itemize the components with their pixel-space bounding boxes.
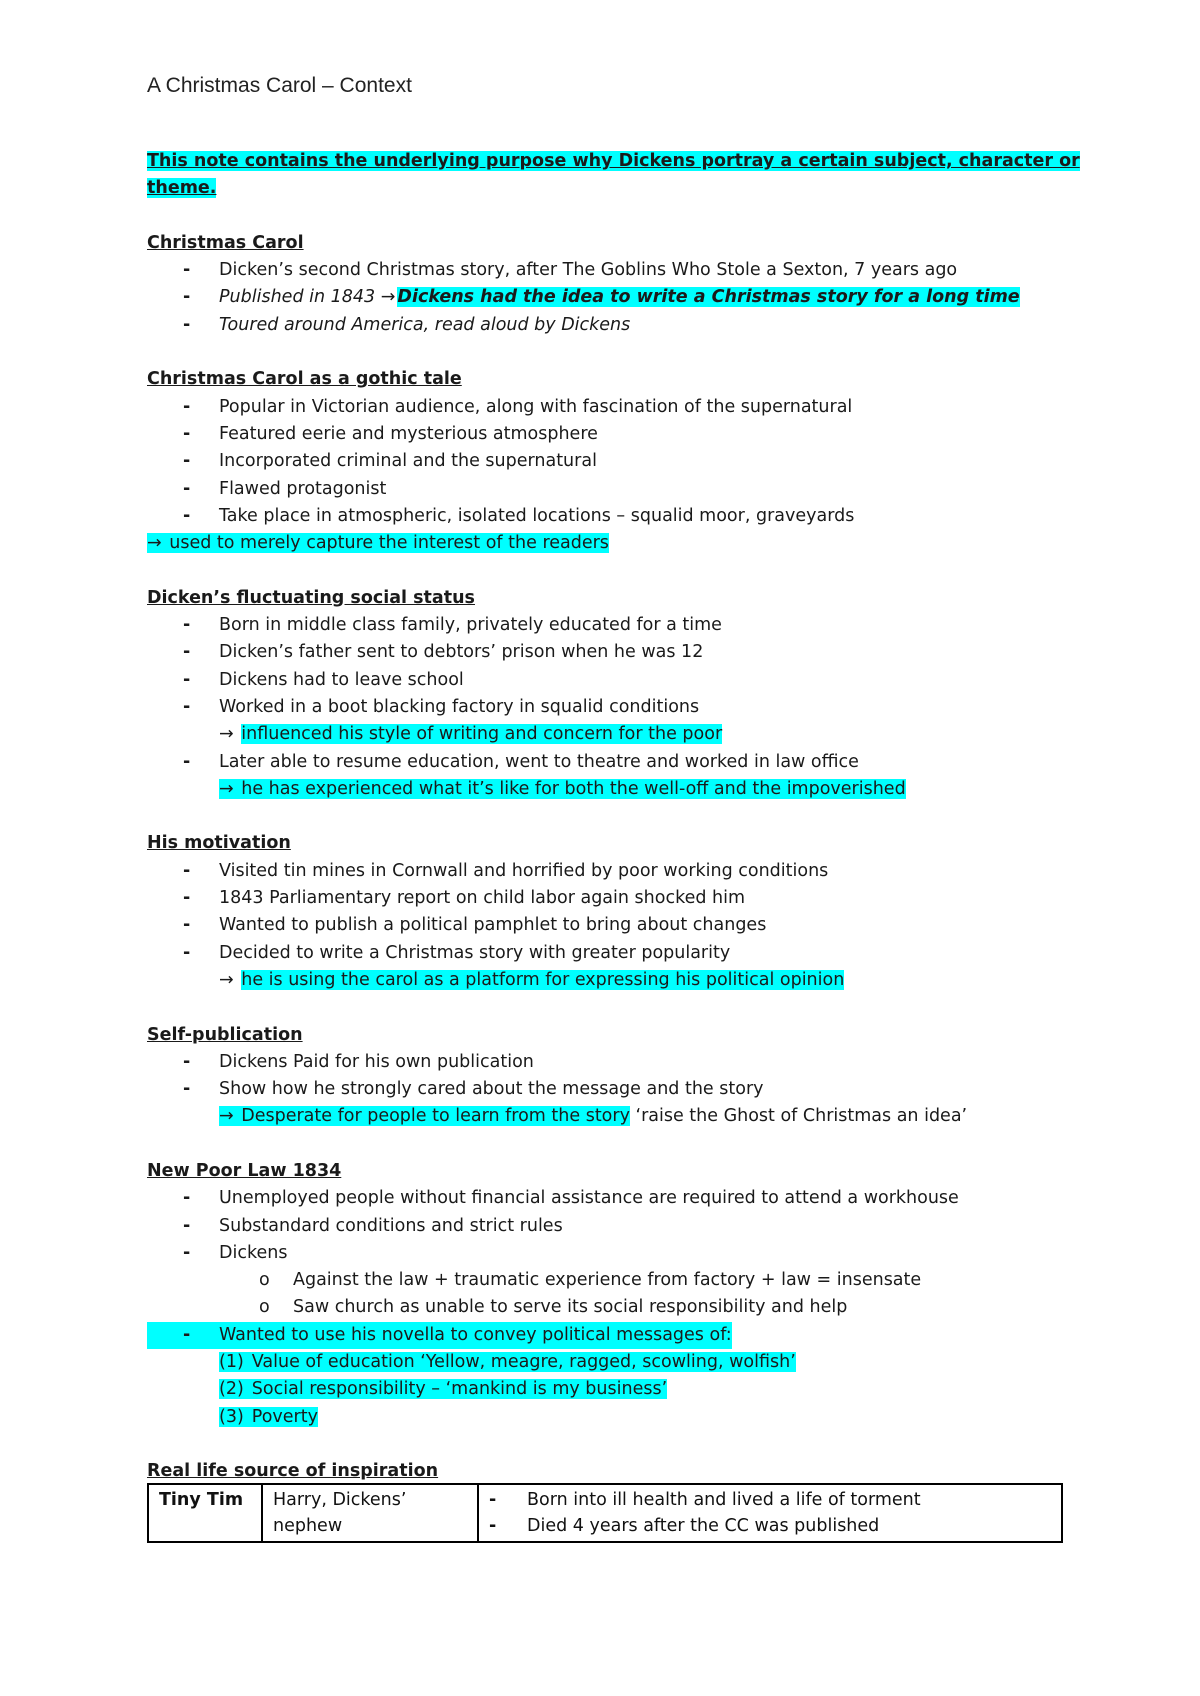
table-row — [148, 1484, 1062, 1542]
bullet-item: - Featured eerie and mysterious atmosphere — [147, 421, 1067, 448]
arrow-right-icon: → — [219, 778, 234, 799]
section-heading-motivation: His motivation — [147, 833, 291, 854]
dash-bullet-icon: - — [183, 423, 191, 444]
arrow-right-icon: → — [219, 1106, 234, 1127]
bullet-item: - Dicken’s second Christmas story, after The Goblins Who Stole a Sexton, 7 years ago — [147, 257, 1067, 284]
highlighted-note: (2) Social responsibility – ‘mankind is my business’ — [219, 1379, 668, 1400]
continuation-line — [147, 721, 1067, 748]
bullet-item: - Later able to resume education, went to theatre and worked in law office — [147, 749, 1067, 776]
bullet-item: - Popular in Victorian audience, along with fascination of the supernatural — [147, 394, 1067, 421]
arrow-right-icon: → — [219, 724, 234, 745]
list-item: - Born into ill health and lived a life of torment — [527, 1487, 1051, 1513]
dash-bullet-icon: - — [183, 396, 191, 417]
highlighted-note: influenced his style of writing and concern for the poor — [241, 724, 723, 745]
section-heading-new-poor-law: New Poor Law 1834 — [147, 1160, 342, 1181]
arrow-right-icon: → — [380, 287, 396, 308]
dash-bullet-icon: - — [183, 942, 191, 963]
bullet-item: - Take place in atmospheric, isolated locations – squalid moor, graveyards — [147, 503, 1067, 530]
bullet-item: - Incorporated criminal and the supernatural — [147, 448, 1067, 475]
dash-bullet-icon: - — [183, 1215, 191, 1236]
dash-bullet-icon: - — [183, 478, 191, 499]
dash-bullet-icon: - — [183, 1079, 191, 1100]
dash-bullet-icon: - — [183, 451, 191, 472]
document-body — [147, 148, 1080, 1486]
quote-text: ‘raise the Ghost of Christmas an idea’ — [629, 1106, 968, 1127]
dash-bullet-icon: - — [489, 1516, 497, 1536]
dash-bullet-icon: - — [183, 888, 191, 909]
dash-bullet-icon: - — [183, 915, 191, 936]
highlighted-note: - Wanted to use his novella to convey political messages of: — [147, 1322, 732, 1349]
bullet-item: - Published in 1843 → Dickens had the idea to write a Christmas story for a long time — [147, 284, 1067, 311]
highlighted-bullet-item — [147, 1322, 1067, 1349]
bullet-item: - Dickens — [147, 1240, 1067, 1267]
item-number: (3) — [219, 1406, 244, 1427]
list-item: - Died 4 years after the CC was published — [527, 1513, 1051, 1539]
bullet-item: - Dickens Paid for his own publication — [147, 1049, 1067, 1076]
intro-text-1: This note contains the underlying purpose why Dickens portray a certain subject, character or — [147, 151, 1080, 171]
intro-line-1 — [147, 148, 1080, 175]
highlighted-note: → used to merely capture the interest of the readers — [147, 533, 609, 554]
dash-bullet-icon: - — [183, 314, 191, 335]
bullet-item: - 1843 Parliamentary report on child labor again shocked him — [147, 885, 1067, 912]
highlighted-note: (1) Value of education ‘Yellow, meagre, ragged, scowling, wolfish’ — [219, 1352, 796, 1373]
bullet-item: - Worked in a boot blacking factory in squalid conditions — [147, 694, 1067, 721]
arrow-right-icon: → — [219, 969, 234, 990]
bullet-item: - Show how he strongly cared about the message and the story — [147, 1076, 1067, 1103]
dash-bullet-icon: - — [183, 1051, 191, 1072]
numbered-item — [147, 1376, 1067, 1403]
circle-bullet-icon: o — [259, 1270, 270, 1291]
dash-bullet-icon: - — [183, 669, 191, 690]
item-number: (1) — [219, 1352, 244, 1373]
dash-bullet-icon: - — [489, 1490, 497, 1510]
page-header: A Christmas Carol – Context — [147, 74, 412, 97]
continuation-line — [147, 776, 1067, 803]
dash-bullet-icon: - — [183, 1188, 191, 1209]
arrow-right-icon: → — [147, 533, 162, 554]
intro-line-2 — [147, 175, 1067, 202]
dash-bullet-icon: - — [183, 287, 191, 308]
bullet-item: - Dicken’s father sent to debtors’ prison when he was 12 — [147, 639, 1067, 666]
bullet-item: - Visited tin mines in Cornwall and horrified by poor working conditions — [147, 858, 1067, 885]
highlighted-note: he is using the carol as a platform for expressing his political opinion — [241, 969, 845, 990]
highlighted-note: (3) Poverty — [219, 1406, 318, 1427]
bullet-item: - Dickens had to leave school — [147, 667, 1067, 694]
dash-bullet-icon: - — [183, 642, 191, 663]
sub-bullet-item: o Saw church as unable to serve its social responsibility and help — [147, 1294, 1067, 1321]
numbered-item — [147, 1404, 1067, 1431]
bullet-item: - Substandard conditions and strict rules — [147, 1213, 1067, 1240]
section-heading-christmas-carol: Christmas Carol — [147, 232, 304, 253]
highlighted-note-line — [147, 530, 1067, 557]
sub-bullet-item: o Against the law + traumatic experience from factory + law = insensate — [147, 1267, 1067, 1294]
bullet-item: - Decided to write a Christmas story with greater popularity — [147, 940, 1067, 967]
circle-bullet-icon: o — [259, 1297, 270, 1318]
dash-bullet-icon: - — [183, 260, 191, 281]
intro-text-2: theme. — [147, 178, 217, 199]
highlighted-note: Dickens had the idea to write a Christmas story for a long time — [397, 287, 1020, 308]
dash-bullet-icon: - — [183, 505, 191, 526]
dash-bullet-icon: - — [183, 751, 191, 772]
inspiration-table — [147, 1483, 1063, 1543]
bullet-item: - Wanted to publish a political pamphlet to bring about changes — [147, 912, 1067, 939]
details-cell — [478, 1484, 1062, 1542]
bullet-item: - Unemployed people without financial assistance are required to attend a workhouse — [147, 1185, 1067, 1212]
section-heading-gothic-tale: Christmas Carol as a gothic tale — [147, 369, 462, 390]
bullet-item: - Born in middle class family, privately educated for a time — [147, 612, 1067, 639]
dash-bullet-icon: - — [183, 1242, 191, 1263]
bullet-item: - Toured around America, read aloud by Dickens — [147, 312, 1067, 339]
dash-bullet-icon: - — [183, 615, 191, 636]
dash-bullet-icon: - — [183, 1324, 191, 1345]
source-cell: Harry, Dickens’ nephew — [262, 1484, 478, 1542]
dash-bullet-icon: - — [183, 860, 191, 881]
numbered-item — [147, 1349, 1067, 1376]
continuation-line — [147, 967, 1067, 994]
highlighted-note: → Desperate for people to learn from the story — [219, 1106, 630, 1127]
character-cell: Tiny Tim — [148, 1484, 262, 1542]
section-heading-social-status: Dicken’s fluctuating social status — [147, 587, 475, 608]
section-heading-real-life-source: Real life source of inspiration — [147, 1461, 439, 1482]
continuation-line — [147, 1103, 1067, 1130]
bullet-item: - Flawed protagonist — [147, 476, 1067, 503]
item-number: (2) — [219, 1379, 244, 1400]
highlighted-note: → he has experienced what it’s like for both the well-off and the impoverished — [219, 778, 906, 799]
dash-bullet-icon: - — [183, 696, 191, 717]
section-heading-self-publication: Self-publication — [147, 1024, 303, 1045]
